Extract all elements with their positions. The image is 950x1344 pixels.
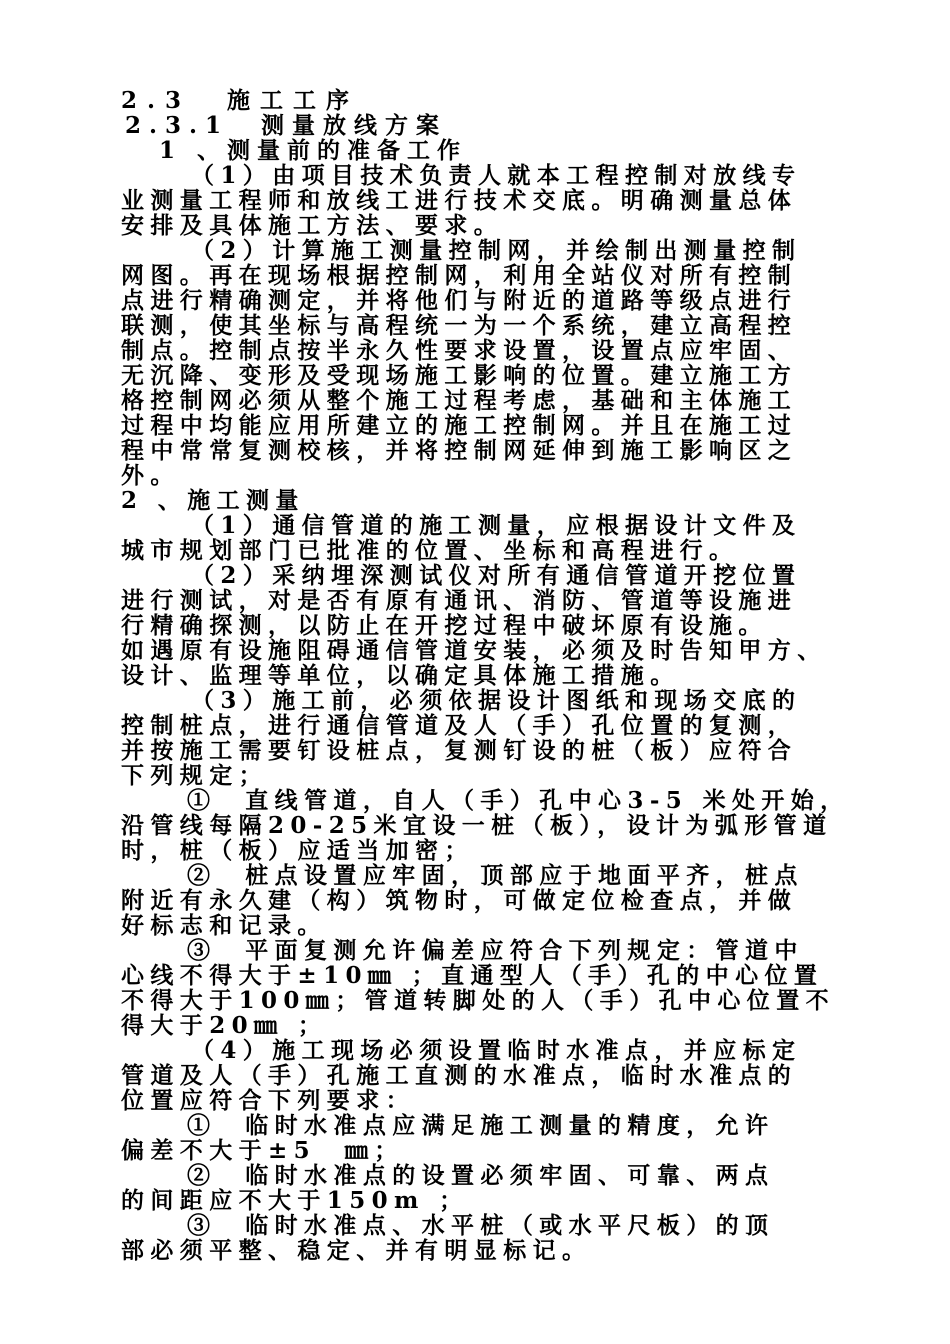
text-line: 点进行精确测定，并将他们与附近的道路等级点进行	[121, 287, 798, 314]
text-line: 外。	[121, 462, 180, 489]
text-line: ① 临时水准点应满足施工测量的精度，允许	[187, 1112, 775, 1139]
text-line: （2）计算施工测量控制网，并绘制出测量控制	[191, 237, 802, 264]
text-line: 沿管线每隔20-25米宜设一桩（板），设计为弧形管道	[121, 812, 833, 839]
text-line: 1 、测量前的准备工作	[159, 137, 468, 164]
text-line: 2.3.1 测量放线方案	[125, 112, 448, 139]
document-body	[121, 87, 850, 1264]
text-line: 得大于20㎜ ；	[121, 1012, 328, 1039]
text-line: 程中常常复测校核，并将控制网延伸到施工影响区之	[121, 437, 798, 464]
text-line: ② 临时水准点的设置必须牢固、可靠、两点	[187, 1162, 775, 1189]
text-line: 城市规划部门已批准的位置、坐标和高程进行。	[121, 537, 739, 564]
text-line: 如遇原有设施阻碍通信管道安装，必须及时告知甲方、	[121, 637, 827, 664]
text-line: 管道及人（手）孔施工直测的水准点，临时水准点的	[121, 1062, 798, 1089]
text-line: 时，桩（板）应适当加密；	[121, 837, 474, 864]
text-line: 的间距应不大于150m ；	[121, 1187, 469, 1214]
text-line: 设计、监理等单位，以确定具体施工措施。	[121, 662, 680, 689]
text-line: ③ 临时水准点、水平桩（或水平尺板）的顶	[187, 1212, 775, 1239]
text-line: 附近有永久建（构）筑物时，可做定位检查点，并做	[121, 887, 798, 914]
text-line: （4）施工现场必须设置临时水准点，并应标定	[191, 1037, 802, 1064]
text-line: 制点。控制点按半永久性要求设置，设置点应牢固、	[121, 337, 798, 364]
text-line: 安排及具体施工方法、要求。	[121, 212, 504, 239]
text-line: （1）由项目技术负责人就本工程控制对放线专	[191, 162, 802, 189]
text-line: 并按施工需要钉设桩点，复测钉设的桩（板）应符合	[121, 737, 798, 764]
text-line: ③ 平面复测允许偏差应符合下列规定：管道中	[187, 937, 804, 964]
text-line: （2）采纳埋深测试仪对所有通信管道开挖位置	[191, 562, 802, 589]
text-line: 心线不得大于±10㎜ ；直通型人（手）孔的中心位置	[121, 962, 824, 989]
text-line: 2 、施工测量	[121, 487, 305, 514]
text-line: ② 桩点设置应牢固，顶部应于地面平齐，桩点	[187, 862, 804, 889]
text-line: 过程中均能应用所建立的施工控制网。并且在施工过	[121, 412, 798, 439]
text-line: （1）通信管道的施工测量，应根据设计文件及	[191, 512, 802, 539]
text-line: 下列规定；	[121, 762, 268, 789]
text-line: 进行测试，对是否有原有通讯、消防、管道等设施进	[121, 587, 798, 614]
text-line: 2.3 施工工序	[121, 87, 360, 114]
text-line: 网图。再在现场根据控制网，利用全站仪对所有控制	[121, 262, 798, 289]
text-line: 偏差不大于±5 ㎜；	[121, 1137, 404, 1164]
text-line: 业测量工程师和放线工进行技术交底。明确测量总体	[121, 187, 798, 214]
text-line: 格控制网必须从整个施工过程考虑，基础和主体施工	[121, 387, 798, 414]
text-line: 联测，使其坐标与高程统一为一个系统，建立高程控	[121, 312, 798, 339]
text-line: 行精确探测，以防止在开挖过程中破坏原有设施。	[121, 612, 768, 639]
text-line: 无沉降、变形及受现场施工影响的位置。建立施工方	[121, 362, 798, 389]
text-line: 部必须平整、稳定、并有明显标记。	[121, 1237, 592, 1264]
text-line: ① 直线管道，自人（手）孔中心3-5 米处开始，	[187, 787, 850, 814]
text-line: 位置应符合下列要求：	[121, 1087, 415, 1114]
text-line: （3）施工前，必须依据设计图纸和现场交底的	[191, 687, 802, 714]
text-line: 好标志和记录。	[121, 912, 327, 939]
text-line: 控制桩点，进行通信管道及人（手）孔位置的复测，	[121, 712, 798, 739]
text-line: 不得大于100㎜；管道转脚处的人（手）孔中心位置不	[121, 987, 836, 1014]
